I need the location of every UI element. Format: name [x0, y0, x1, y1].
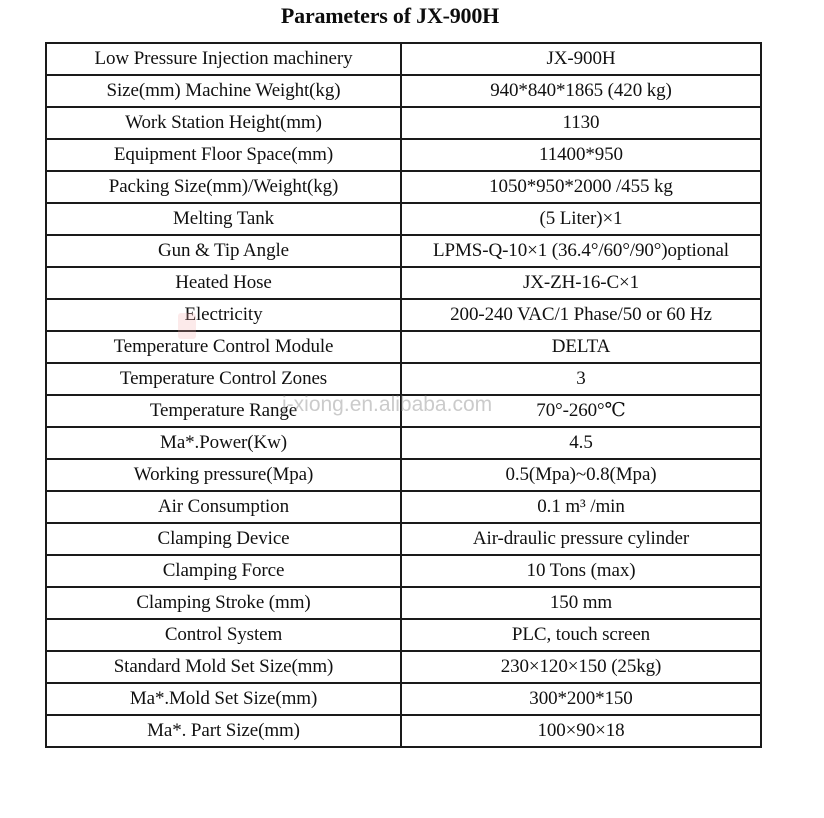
value-cell: 940*840*1865 (420 kg) — [401, 75, 761, 107]
value-cell: 4.5 — [401, 427, 761, 459]
table-row — [46, 43, 761, 75]
table-row — [46, 235, 761, 267]
parameter-cell: Melting Tank — [46, 203, 401, 235]
value-cell: 230×120×150 (25kg) — [401, 651, 761, 683]
parameter-cell: Temperature Control Module — [46, 331, 401, 363]
table-row — [46, 139, 761, 171]
parameter-cell: Ma*.Power(Kw) — [46, 427, 401, 459]
table-row — [46, 75, 761, 107]
parameter-cell: Clamping Force — [46, 555, 401, 587]
value-cell: 300*200*150 — [401, 683, 761, 715]
parameter-cell: Temperature Range — [46, 395, 401, 427]
parameters-table — [45, 42, 762, 748]
table-row — [46, 683, 761, 715]
value-cell: 1050*950*2000 /455 kg — [401, 171, 761, 203]
value-cell: 200-240 VAC/1 Phase/50 or 60 Hz — [401, 299, 761, 331]
value-cell: LPMS-Q-10×1 (36.4°/60°/90°)optional — [401, 235, 761, 267]
parameter-cell: Electricity — [46, 299, 401, 331]
table-row — [46, 555, 761, 587]
parameter-cell: Packing Size(mm)/Weight(kg) — [46, 171, 401, 203]
page-title: Parameters of JX-900H — [280, 3, 500, 28]
table-row — [46, 491, 761, 523]
table-row — [46, 427, 761, 459]
parameter-cell: Ma*.Mold Set Size(mm) — [46, 683, 401, 715]
table-row — [46, 267, 761, 299]
value-cell: JX-900H — [401, 43, 761, 75]
parameter-cell: Working pressure(Mpa) — [46, 459, 401, 491]
parameter-cell: Work Station Height(mm) — [46, 107, 401, 139]
value-cell: 3 — [401, 363, 761, 395]
value-cell: PLC, touch screen — [401, 619, 761, 651]
parameter-cell: Standard Mold Set Size(mm) — [46, 651, 401, 683]
table-row — [46, 459, 761, 491]
table-row — [46, 619, 761, 651]
table-row — [46, 107, 761, 139]
table-row — [46, 651, 761, 683]
parameter-cell: Equipment Floor Space(mm) — [46, 139, 401, 171]
parameter-cell: Low Pressure Injection machinery — [46, 43, 401, 75]
table-row — [46, 299, 761, 331]
value-cell: 10 Tons (max) — [401, 555, 761, 587]
parameter-cell: Heated Hose — [46, 267, 401, 299]
watermark-text: j-xiong.en.alibaba.com — [282, 393, 493, 416]
parameter-cell: Clamping Stroke (mm) — [46, 587, 401, 619]
value-cell: DELTA — [401, 331, 761, 363]
value-cell: 0.1 m³ /min — [401, 491, 761, 523]
parameter-cell: Temperature Control Zones — [46, 363, 401, 395]
value-cell: Air-draulic pressure cylinder — [401, 523, 761, 555]
value-cell: 150 mm — [401, 587, 761, 619]
parameter-cell: Gun & Tip Angle — [46, 235, 401, 267]
value-cell: JX-ZH-16-C×1 — [401, 267, 761, 299]
parameter-cell: Size(mm) Machine Weight(kg) — [46, 75, 401, 107]
table-row — [46, 203, 761, 235]
parameter-cell: Control System — [46, 619, 401, 651]
value-cell: 70°-260°℃ — [401, 395, 761, 427]
parameter-cell: Ma*. Part Size(mm) — [46, 715, 401, 747]
value-cell: 1130 — [401, 107, 761, 139]
table-row — [46, 523, 761, 555]
parameter-cell: Air Consumption — [46, 491, 401, 523]
value-cell: (5 Liter)×1 — [401, 203, 761, 235]
parameter-cell: Clamping Device — [46, 523, 401, 555]
table-row — [46, 715, 761, 747]
table-row — [46, 395, 761, 427]
table-row — [46, 363, 761, 395]
table-row — [46, 587, 761, 619]
value-cell: 0.5(Mpa)~0.8(Mpa) — [401, 459, 761, 491]
table-row — [46, 171, 761, 203]
table-row — [46, 331, 761, 363]
value-cell: 100×90×18 — [401, 715, 761, 747]
value-cell: 11400*950 — [401, 139, 761, 171]
